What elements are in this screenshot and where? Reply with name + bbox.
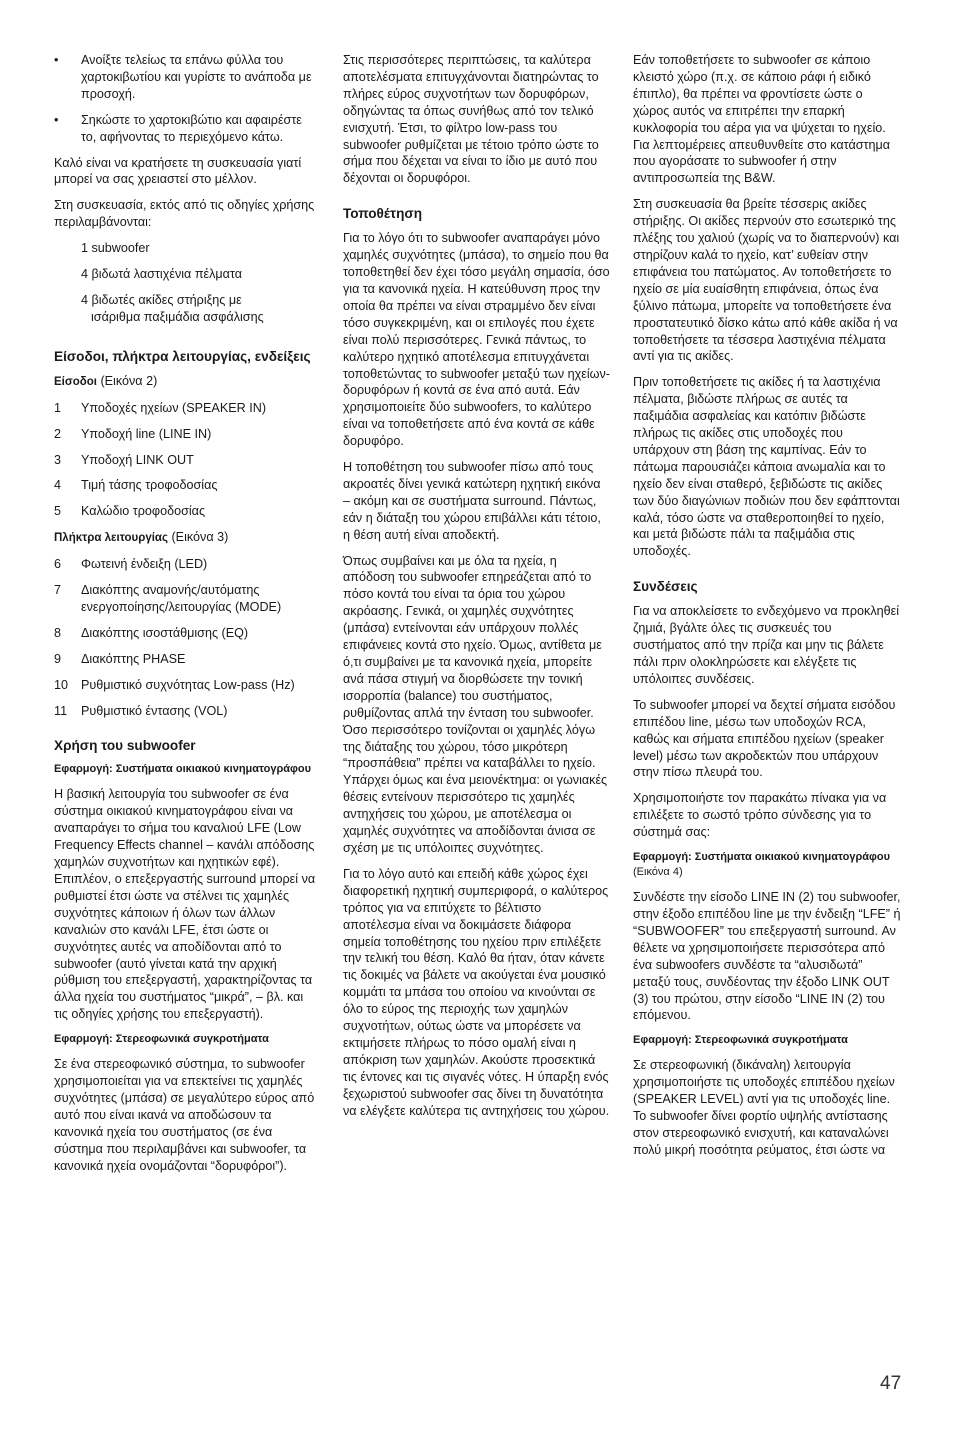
item-text: Υποδοχές ηχείων (SPEAKER IN) [81, 400, 267, 415]
numbered-item [54, 582, 319, 616]
item-text: Διακόπτης ισοστάθμισης (EQ) [81, 625, 249, 640]
paragraph-input-types: Το subwoofer μπορεί να δεχτεί σήματα εισόδου επιπέδου line, μέσω των υποδοχών RCA, καθώς και σήματα επιπέδου ηχείων (speaker level) μέσω των ακροδεκτών που υπάρχουν στην πίσω πλευρά του. [633, 697, 896, 780]
contents-item-line: ισάριθμα παξιμάδια ασφάλισης [91, 309, 264, 324]
paragraph-home-cinema: Η βασική λειτουργία του subwoofer σε ένα σύστημα οικιακού κινηματογράφου είναι να αναπαράγει το σήμα του καναλιού LFE (Low Frequency Effects channel – κανάλι απόδοσης χαμηλών συχνοτήτων και ηχητικών εφέ). Επιπλέον, ο επεξεργαστής surround μπορεί να ρυθμιστεί έτσι ώστε να στέλνει τις χαμηλές συχνότητες κάποιων ή όλων των άλλων καναλιών στο κανάλι LFE, έτσι ώστε οι συχνότητες αυτές να αποδίδονται από το subwoofer (αυτό γίνεται κατά την αρχική ρύθμιση του επεξεργαστή, χαρακτηρίζοντας τα άλλα ηχεία του συστήματος “μικρά”, – βλ. και τις οδηγίες χρήσης του επεξεργαστή). [54, 787, 316, 1022]
bullet-dot: • [54, 53, 59, 67]
numbered-item [54, 703, 319, 720]
paragraph-placement-1: Για το λόγο ότι το subwoofer αναπαράγει μόνο χαμηλές συχνότητες (μπάσα), το σημείο που θα τοποθετηθεί δεν έχει τόσο μεγάλη σημασία, όσο για τα κανονικά ηχεία. Η κατεύθυνση προς την οποία θα πρέπει να είναι στραμμένο δεν είναι τόσο συγκεκριμένη, και οι επιλογές που έχετε είναι πολύ περισσότερες. Γενικά πάντως, το καλύτερο ηχητικό αποτέλεσμα επιτυγχάνεται τοποθετώντας το subwoofer μεταξύ των ηχείων-δορυφόρων ή κοντά σε ένα από αυτά. Εάν χρησιμοποιείτε δύο subwoofers, το καλύτερο είναι να τοποθετήσετε από ένα κοντά σε κάθε δορυφόρο. [343, 231, 610, 449]
controls-figure-ref: (Εικόνα 3) [167, 530, 229, 545]
item-number: 2 [54, 426, 62, 441]
paragraph-keep-packaging: Καλό είναι να κρατήσετε τη συσκευασία γιατί μπορεί να σας χρειαστεί στο μέλλον. [54, 155, 302, 187]
contents-item: 1 subwoofer [81, 241, 150, 256]
inputs-label-bold: Είσοδοι [54, 375, 97, 388]
heading-connections: Συνδέσεις [633, 579, 698, 595]
numbered-item [54, 556, 319, 573]
column-3 [633, 52, 901, 1168]
paragraph-enclosure: Εάν τοποθετήσετε το subwoofer σε κάποιο κλειστό χώρο (π.χ. σε κάποιο ράφι ή ειδικό έπιπλο), θα πρέπει να φροντίσετε ώστε ο χώρος αυτός να επιτρέπει την επαρκή κυκλοφορία του αέρα για να ψύχεται το ηχείο. Για λεπτομέρειες απευθυνθείτε στο κατάστημα που αγοράσατε το subwoofer ή στην αντιπροσωπεία της B&W. [633, 53, 891, 186]
subheading-home-cinema [633, 850, 901, 880]
bullet-dot: • [54, 112, 59, 127]
item-number: 10 [54, 677, 69, 692]
item-number: 8 [54, 625, 62, 640]
subheading-home-cinema-text: Εφαρμογή: Συστήματα οικιακού κινηματογράφου [633, 851, 891, 864]
paragraph-speaker-level: Σε στερεοφωνική (δικάναλη) λειτουργία χρησιμοποιήστε τις υποδοχές επιπέδου ηχείων (SPEAKER LEVEL) αντί για τις υποδοχές line. Το subwoofer δίνει φορτίο υψηλής αντίστασης στον στερεοφωνικό ενισχυτή, και καταναλώνει πολύ μικρή ποσότητα ρεύματος, έτσι ώστε να [633, 1058, 895, 1157]
item-number: 7 [54, 583, 62, 598]
bullet-text: Ανοίξτε τελείως τα επάνω φύλλα του χαρτοκιβωτίου και γυρίστε το ανάποδα με προσοχή. [81, 53, 312, 101]
numbered-item [54, 503, 319, 520]
item-text: Διακόπτης PHASE [81, 651, 186, 666]
paragraph-unplug: Για να αποκλείσετε το ενδεχόμενο να προκληθεί ζημιά, βγάλτε όλες τις συσκευές του συστήματος από την πρίζα και μην τις βάλετε πάλι πριν ολοκληρώσετε και ελέγξετε τις υπόλοιπες συνδέσεις. [633, 604, 900, 686]
item-number: 3 [54, 452, 62, 467]
bullet-item [54, 112, 319, 146]
item-text: Φωτεινή ένδειξη (LED) [81, 557, 208, 572]
paragraph-placement-3: Όπως συμβαίνει και με όλα τα ηχεία, η απόδοση του subwoofer επηρεάζεται από το πόσο κοντά του είναι τα όρια του χώρου ακρόασης. Γενικά, οι χαμηλές συχνότητες (μπάσα) εντείνονται εάν υπάρχουν πολλές επιφάνειες κοντά στο ηχείο. Όμως, αντίθετα με ό,τι συμβαίνει με τα κανονικά ηχεία, μπορείτε ανά πάσα στιγμή να διορθώσετε την τονική ισορροπία (balance) του συστήματος, ρυθμίζοντας απλά την ένταση του subwoofer. Όσο περισσότερο τονίζονται οι χαμηλές λόγω της διάταξης του χώρου, τόσο μικρότερη “προσπάθεια” πρέπει να καταβάλλει το ηχείο. Υπάρχει όμως και ένα μειονέκτημα: οι γωνιακές θέσεις εντείνουν περισσότερο τις χαμηλές αντηχήσεις του χώρου, με αποτέλεσμα οι χαμηλές συχνότητες να αποδίδονται άνισα σε σχέση με τις υπόλοιπες συχνότητες. [343, 553, 608, 855]
item-number: 9 [54, 651, 62, 666]
numbered-item [54, 400, 319, 417]
paragraph-line-in: Συνδέστε την είσοδο LINE IN (2) του subwoofer, στην έξοδο επιπέδου line με την ένδειξη “LFE” ή “SUBWOOFER” του επεξεργαστή surround. Αν θέλετε να χρησιμοποιήσετε περισσότερα από ένα subwoofers συνδέστε τα “αλυσιδωτά” μεταξύ τους, συνδέοντας την έξοδο LINK OUT (3) του πρώτου, στην είσοδο “LINE IN (2) του επόμενου. [633, 890, 901, 1023]
item-text: Υποδοχή LINK OUT [81, 452, 194, 467]
numbered-item [54, 426, 319, 443]
item-text: Ρυθμιστικό συχνότητας Low-pass (Hz) [81, 677, 295, 692]
numbered-item [54, 477, 319, 494]
inputs-figure-ref: (Εικόνα 2) [96, 373, 158, 388]
subheading-home-cinema: Εφαρμογή: Συστήματα οικιακού κινηματογράφου [54, 763, 312, 776]
numbered-item [54, 625, 319, 642]
paragraph-spikes-install: Πριν τοποθετήσετε τις ακίδες ή τα λαστιχένια πέλματα, βιδώστε πλήρως σε αυτές τα παξιμάδια ασφαλείας και κατόπιν βιδώστε πλήρως τις ακίδες στις υποδοχές που υπάρχουν στη βάση της καμπίνας. Εάν το πάτωμα παρουσιάζει κάποια ανωμαλία και το ηχείο δεν είναι σταθερό, ξεβιδώστε τις ακίδες των δύο διαγώνιων ποδιών που δεν εφάπτονται καλά, τόσο ώστε να σταθεροποιηθεί το ηχείο, και μετά βιδώστε πάλι τα παξιμάδια στις υποδοχές. [633, 375, 900, 559]
bullet-item [54, 52, 319, 103]
contents-item [81, 292, 319, 326]
paragraph-satellites: Στις περισσότερες περιπτώσεις, τα καλύτερα αποτελέσματα επιτυγχάνονται διατηρώντας το πλήρες εύρος συχνοτήτων των δορυφόρων, οδηγώντας τα όπως συνήθως από τον τελικό ενισχυτή. Έτσι, το φίλτρο low-pass του subwoofer ρυθμίζεται με τέτοιο τρόπο ώστε το σήμα που δέχεται να είναι το ίδιο με αυτό που δέχονται οι δορυφόροι. [343, 53, 599, 186]
bullet-text: Σηκώστε το χαρτοκιβώτιο και αφαιρέστε το, αφήνοντας το περιεχόμενο κάτω. [81, 112, 302, 144]
paragraph-table-hint: Χρησιμοποιήστε τον παρακάτω πίνακα για να επιλέξετε το σωστό τρόπο σύνδεσης για το σύστημά σας: [633, 791, 887, 840]
item-number: 5 [54, 504, 62, 519]
contents-item-line: 4 βιδωτές ακίδες στήριξης με [81, 292, 242, 307]
item-number: 11 [54, 703, 68, 718]
column-1 [54, 52, 319, 1184]
heading-subwoofer-use: Χρήση του subwoofer [54, 738, 196, 754]
paragraph-package-contents: Στη συσκευασία, εκτός από τις οδηγίες χρήσης περιλαμβάνονται: [54, 198, 315, 230]
paragraph-placement-4: Για το λόγο αυτό και επειδή κάθε χώρος έχει διαφορετική ηχητική συμπεριφορά, ο καλύτερος τρόπος για να επιτύχετε το βέλτιστο αποτέλεσμα είναι να δοκιμάσετε διάφορα σημεία τοποθέτησης του ηχείου πριν επιλέξετε την τελική του θέση. Καλό θα ήταν, όταν κάνετε τις δοκιμές να βάλετε να ακούγεται ένα μουσικό κομμάτι τα μπάσα του οποίου να κινούνται σε όλο το εύρος της περιοχής των χαμηλών συχνοτήτων, ούτως ώστε να μπορέσετε να εκτιμήσετε πλήρως το πόσο ομαλή είναι η απόκριση των χαμηλών. Ακούστε προσεκτικά τις έντονες και τις σιγανές νότες. Η ύπαρξη ενός ξεχωριστού subwoofer σας δίνει τη δυνατότητα να ελέγξετε καλύτερα τις αντηχήσεις του χώρου. [343, 866, 610, 1118]
item-number: 6 [54, 557, 62, 572]
controls-label [54, 529, 319, 547]
page-number: 47 [880, 1373, 902, 1394]
subheading-figure-ref: (Εικόνα 4) [633, 866, 683, 879]
item-number: 1 [54, 400, 62, 415]
paragraph-placement-2: Η τοποθέτηση του subwoofer πίσω από τους ακροατές δίνει γενικά κατώτερη ηχητική εικόνα – ακόμη και σε συστήματα surround. Πάντως, εάν η διάταξη του χώρου επιβάλλει κάτι τέτοιο, η θέση αυτή είναι αποδεκτή. [343, 460, 601, 542]
subheading-stereo: Εφαρμογή: Στερεοφωνικά συγκροτήματα [633, 1034, 848, 1047]
item-text: Καλώδιο τροφοδοσίας [81, 504, 206, 519]
controls-label-bold: Πλήκτρα λειτουργίας [54, 532, 168, 545]
heading-placement: Τοποθέτηση [343, 206, 423, 222]
item-text: Ρυθμιστικό έντασης (VOL) [81, 703, 228, 718]
item-number: 4 [54, 478, 62, 493]
contents-item: 4 βιδωτά λαστιχένια πέλματα [81, 267, 243, 282]
item-text: Διακόπτης αναμονής/αυτόματης ενεργοποίησης/λειτουργίας (MODE) [81, 583, 282, 614]
numbered-item [54, 651, 319, 668]
subheading-stereo: Εφαρμογή: Στερεοφωνικά συγκροτήματα [54, 1033, 269, 1046]
numbered-item [54, 677, 319, 694]
paragraph-stereo: Σε ένα στερεοφωνικό σύστημα, το subwoofer χρησιμοποιείται για να επεκτείνει τις χαμηλές συχνότητες (μπάσα) σε μεγαλύτερο εύρος από αυτό που είναι ικανά να αποδώσουν τα κανονικά ηχεία του συστήματος (σε ένα σύστημα που περιλαμβάνει και subwoofer, τα κανονικά ηχεία ονομάζονται “δορυφόροι”). [54, 1057, 315, 1173]
heading-inputs-controls: Είσοδοι, πλήκτρα λειτουργίας, ενδείξεις [54, 348, 311, 364]
item-text: Τιμή τάσης τροφοδοσίας [81, 478, 218, 493]
inputs-label [54, 373, 319, 391]
paragraph-spikes: Στη συσκευασία θα βρείτε τέσσερις ακίδες στήριξης. Οι ακίδες περνούν στο εσωτερικό της πλέξης του χαλιού (χωρίς να το διαπερνούν) και στηρίζουν καλά το ηχείο, κατ’ ευθείαν στην επιφάνεια του πατώματος. Αν τοποθετήσετε το ηχείο σε μία ευαίσθητη επιφάνεια, όπως ένα ξύλινο πάτωμα, μπορείτε να τοποθετήσετε ένα προστατευτικό δίσκο κάτω από κάθε ακίδα ή να τοποθετήσετε τα τέσσερα λαστιχένια πέλματα αντί για τις ακίδες. [633, 197, 900, 364]
column-2 [343, 52, 611, 1128]
numbered-item [54, 452, 319, 469]
item-text: Υποδοχή line (LINE IN) [81, 426, 212, 441]
